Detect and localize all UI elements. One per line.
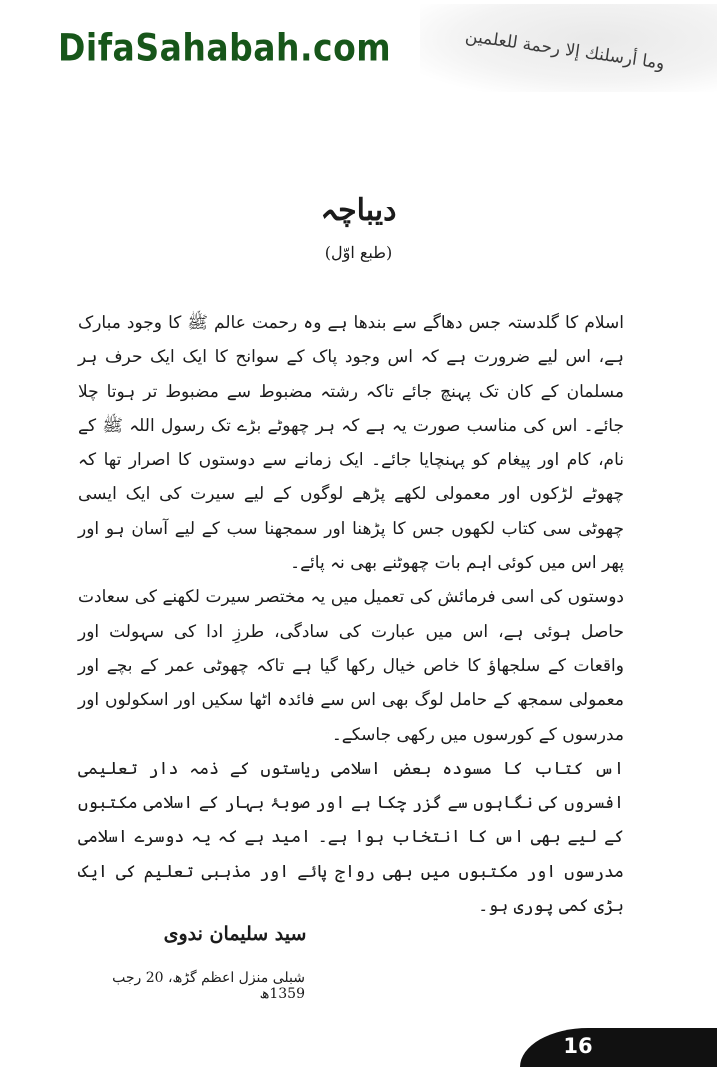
place-date: شبلی منزل اعظم گڑھ، 20 رجب 1359ھ bbox=[112, 970, 305, 1002]
page-subtitle: (طبع اوّل) bbox=[324, 243, 393, 262]
author-signature: سید سلیمان ندوی bbox=[163, 923, 307, 945]
page-title: دیباچہ bbox=[320, 193, 397, 228]
paragraph-1: اسلام کا گلدستہ جس دھاگے سے بندھا ہے وہ رحمت عالم ﷺ کا وجود مبارک ہے، اس لیے ضرورت ہے کہ اس وجود پاک کے سوانح کا ایک ایک حرف ہر مسلمان کے کان تک پہنچ جائے تاکہ رشتہ مضبوط سے مضبوط تر ہوتا چلا جائے۔ اس کی مناسب صورت یہ ہے کہ ہر چھوٹے بڑے تک رسول اللہ ﷺ کے نام، کام اور پیغام کو پہنچایا جائے۔ ایک زمانے سے دوستوں کا اصرار تھا کہ چھوٹے لڑکوں اور معمولی لکھے پڑھے لوگوں کے لیے سیرت کی ایک ایسی چھوٹی سی کتاب لکھوں جس کا پڑھنا اور سمجھنا سب کے لیے آسان ہو اور پھر اس میں کوئی اہم بات چھوٹنے بھی نہ پائے۔ bbox=[78, 313, 624, 574]
paragraph-3: اس کتاب کا مسودہ بعض اسلامی ریاستوں کے ذمہ دار تعلیمی افسروں کی نگاہوں سے گزر چکا ہے اور صوبۂ بہار کے اسلامی مکتبوں کے لیے بھی اس کا انتخاب ہوا ہے۔ امید ہے کہ یہ دوسرے اسلامی مدرسوں اور مکتبوں میں بھی رواج پائے اور مذہبی تعلیم کی ایک بڑی کمی پوری ہو۔ bbox=[78, 758, 624, 917]
page-number: 16 bbox=[563, 1034, 593, 1058]
paragraph-2: دوستوں کی اسی فرمائش کی تعمیل میں یہ مختصر سیرت لکھنے کی سعادت حاصل ہوئی ہے، اس میں عبارت کی سادگی، طرزِ ادا کی سہولت اور واقعات کے سلجھاؤ کا خاص خیال رکھا گیا ہے تاکہ چھوٹی عمر کے بچے اور معمولی سمجھ کے حامل لوگ بھی اس سے فائدہ اٹھا سکیں اور اسکولوں اور مدرسوں کے کورسوں میں رکھی جاسکے۔ bbox=[78, 587, 624, 745]
body-text bbox=[78, 306, 624, 923]
site-name: DifaSahabah.com bbox=[58, 26, 392, 70]
header-verse: وما أرسلنك إلا رحمة للعلمين bbox=[464, 26, 666, 74]
